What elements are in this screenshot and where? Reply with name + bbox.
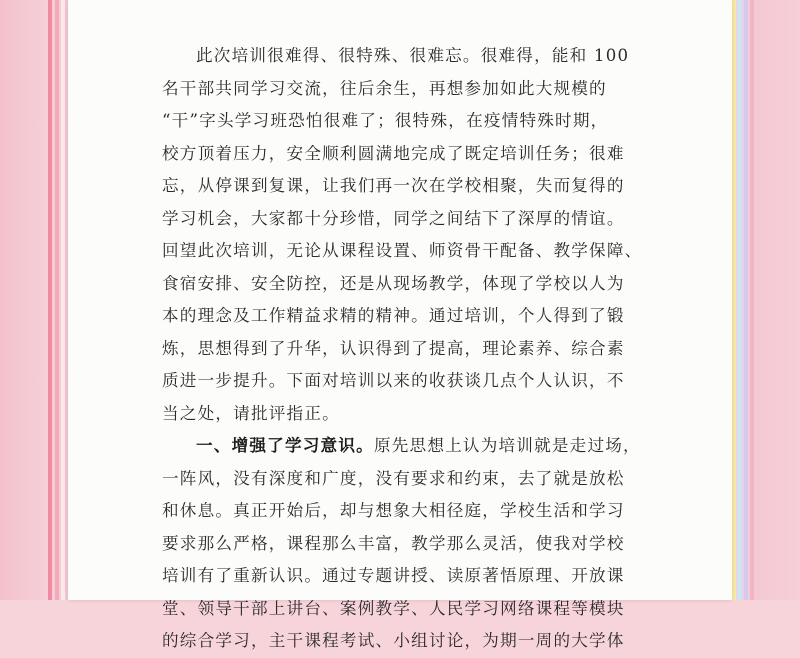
document-page bbox=[68, 0, 732, 650]
text-line: 培训有了重新认识。通过专题讲授、读原著悟原理、开放课 bbox=[162, 566, 625, 585]
text-line: “干”字头学习班恐怕很难了；很特殊，在疫情特殊时期， bbox=[162, 111, 609, 130]
left-decor-stripe bbox=[48, 0, 52, 600]
text-line: 回望此次培训，无论从课程设置、师资骨干配备、教学保障、 bbox=[162, 241, 643, 260]
paragraph bbox=[162, 430, 722, 658]
right-decor-stripe bbox=[732, 0, 736, 600]
text-line: 食宿安排、安全防控，还是从现场教学，体现了学校以人为 bbox=[162, 273, 625, 293]
text-line: 学习机会，大家都十分珍惜，同学之间结下了深厚的情谊。 bbox=[162, 208, 625, 228]
text-line: 校方顶着压力，安全顺利圆满地完成了既定培训任务；很难 bbox=[162, 143, 625, 163]
right-decor-stripe bbox=[738, 0, 742, 600]
text-line: 此次培训很难得、很特殊、很难忘。很难得，能和 100 bbox=[196, 46, 630, 65]
left-background bbox=[0, 0, 70, 600]
text-line: 和休息。真正开始后，却与想象大相径庭，学校生活和学习 bbox=[162, 501, 625, 520]
text-line: 炼，思想得到了升华，认识得到了提高，理论素养、综合素 bbox=[162, 338, 625, 358]
document-body bbox=[162, 40, 722, 658]
right-decor-stripe bbox=[744, 0, 748, 600]
text-line bbox=[162, 430, 722, 463]
text-line: 要求那么严格，课程那么丰富，教学那么灵活，使我对学校 bbox=[162, 533, 625, 553]
left-decor-stripe bbox=[55, 0, 59, 600]
section-heading: 一、增强了学习意识。 bbox=[196, 436, 374, 455]
left-decor-stripe bbox=[61, 0, 65, 600]
text-line: 忘，从停课到复课，让我们再一次在学校相聚，失而复得的 bbox=[162, 176, 625, 195]
right-decor-stripe bbox=[750, 0, 754, 600]
text-line: 一阵风，没有深度和广度，没有要求和约束，去了就是放松 bbox=[162, 468, 625, 488]
text-line: 的综合学习，主干课程考试、小组讨论，为期一周的大学体 bbox=[162, 631, 625, 650]
text-line: 本的理念及工作精益求精的精神。通过培训，个人得到了锻 bbox=[162, 306, 625, 325]
text-run: 原先思想上认为培训就是走过场， bbox=[373, 436, 641, 455]
text-line: 当之处，请批评指正。 bbox=[162, 403, 340, 423]
text-line: 名干部共同学习交流，往后余生，再想参加如此大规模的 bbox=[162, 78, 607, 98]
paragraph bbox=[162, 40, 722, 430]
text-line: 堂、领导干部上讲台、案例教学、人民学习网络课程等模块 bbox=[162, 598, 625, 618]
text-line: 质进一步提升。下面对培训以来的收获谈几点个人认识，不 bbox=[162, 371, 625, 390]
